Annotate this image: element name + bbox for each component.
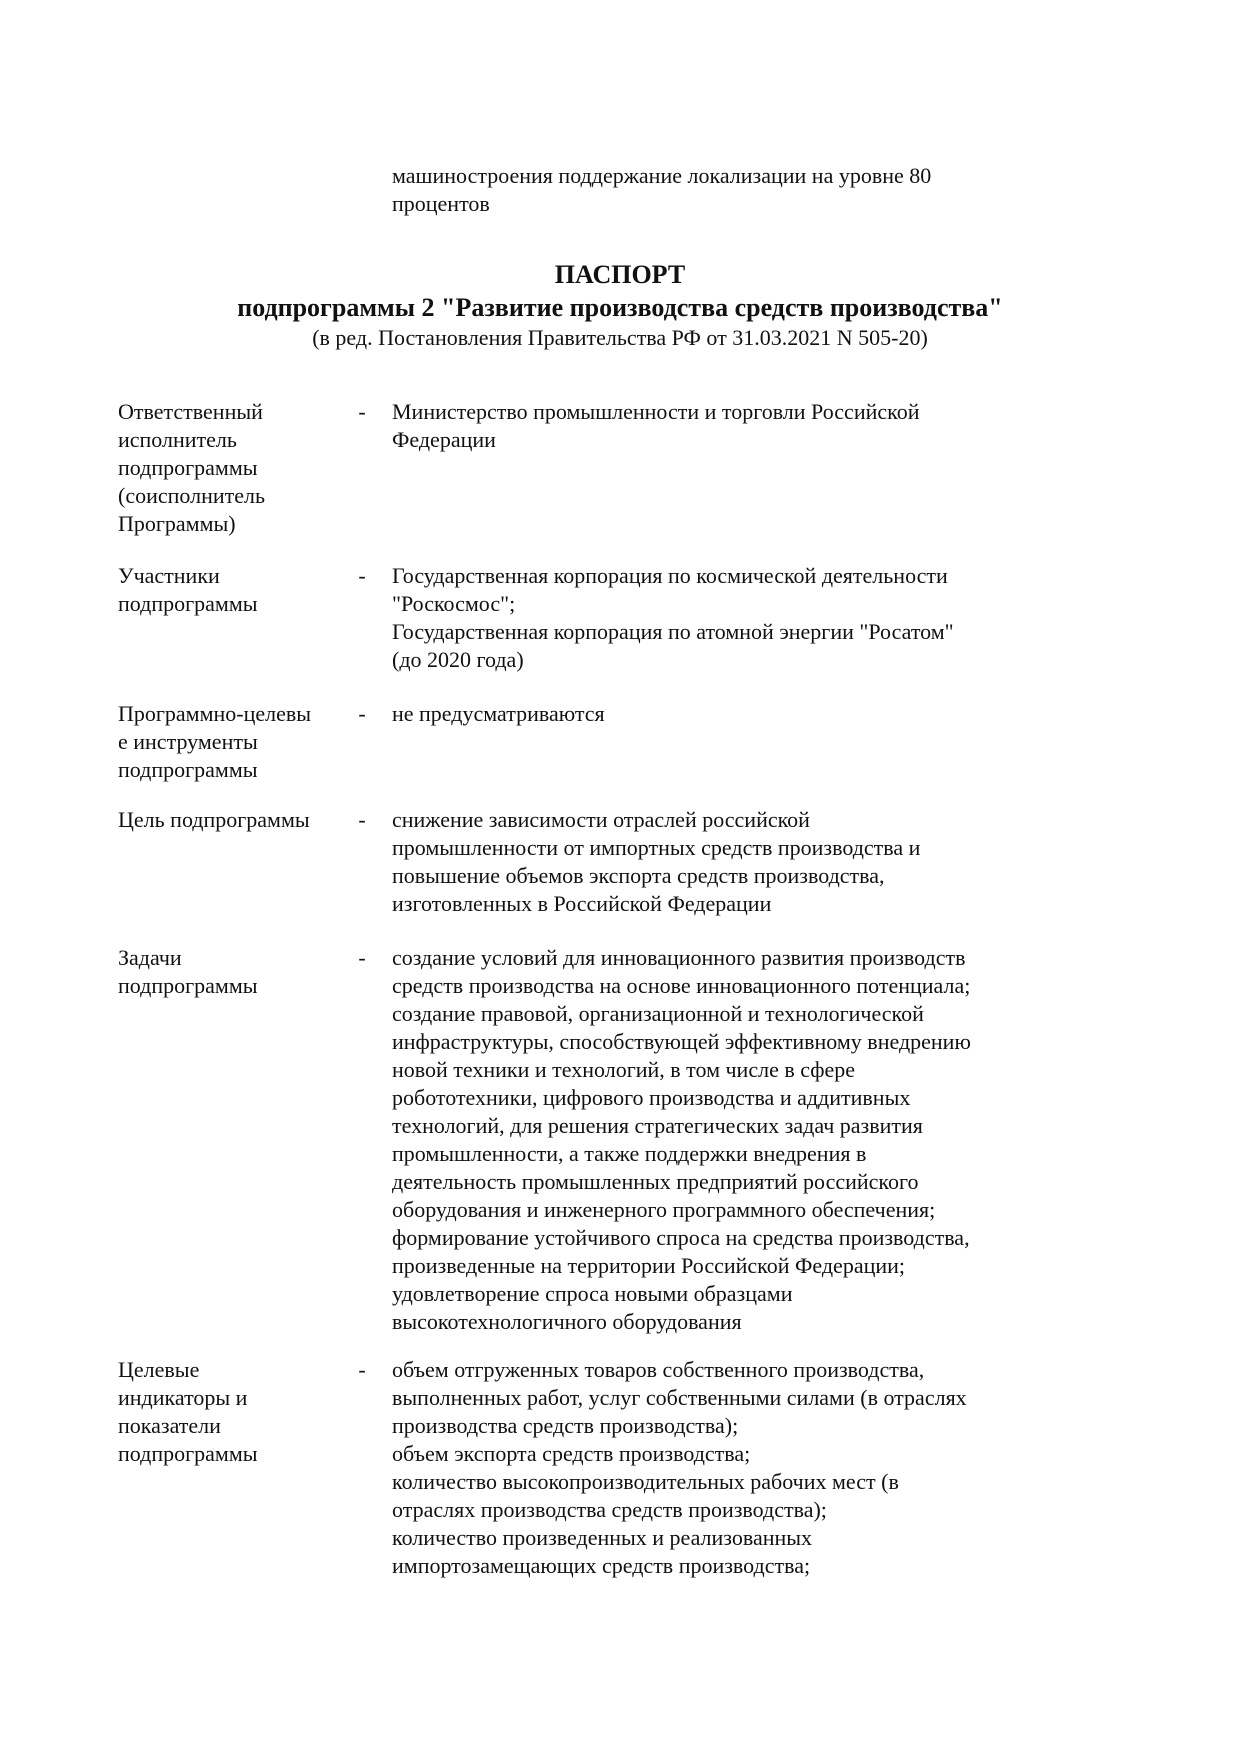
text-line: машиностроения поддержание локализации на уровне 80 — [392, 163, 932, 188]
row-value: создание условий для инновационного развития производств средств производства на основе инновационного потенциала; создание правовой, организационной и технологической инфраструктуры, способствующей эффективному внедрению новой техники и технологий, в том числе в сфере робототехники, цифрового производства и аддитивных технологий, для решения стратегических задач развития промышленности, а также поддержки внедрения в деятельность промышленных предприятий российского оборудования и инженерного программного обеспечения; формирование устойчивого спроса на средства производства, произведенные на территории Российской Федерации; удовлетворение спроса новыми образцами высокотехнологичного оборудования — [392, 945, 971, 1334]
page-title: ПАСПОРТ — [554, 260, 686, 289]
continuation-text — [392, 162, 1092, 218]
row-label: Задачи подпрограммы — [118, 945, 258, 998]
row-separator: - — [358, 701, 366, 726]
row-label: Ответственный исполнитель подпрограммы (соисполнитель Программы) — [118, 399, 266, 536]
row-separator: - — [358, 399, 366, 424]
row-value: не предусматриваются — [392, 701, 605, 726]
row-value: Государственная корпорация по космической деятельности "Роскосмос"; Государственная корпорация по атомной энергии "Росатом" (до 2020 года) — [392, 563, 954, 672]
row-value: снижение зависимости отраслей российской промышленности от импортных средств производства и повышение объемов экспорта средств производства, изготовленных в Российской Федерации — [392, 807, 921, 916]
edition-note: (в ред. Постановления Правительства РФ от 31.03.2021 N 505-20) — [312, 325, 928, 350]
row-label: Программно-целевы е инструменты подпрограммы — [118, 701, 312, 782]
row-separator: - — [358, 945, 366, 970]
row-label: Целевые индикаторы и показатели подпрограммы — [118, 1357, 258, 1466]
text-line: процентов — [392, 191, 490, 216]
row-separator: - — [358, 1357, 366, 1382]
row-separator: - — [358, 563, 366, 588]
row-value: Министерство промышленности и торговли Российской Федерации — [392, 399, 920, 452]
row-label: Цель подпрограммы — [118, 807, 310, 832]
page-subtitle: подпрограммы 2 "Развитие производства средств производства" — [237, 293, 1003, 322]
row-separator: - — [358, 807, 366, 832]
row-label: Участники подпрограммы — [118, 563, 258, 616]
row-value: объем отгруженных товаров собственного производства, выполненных работ, услуг собственными силами (в отраслях производства средств производства); объем экспорта средств производства; количество высокопроизводительных рабочих мест (в отраслях производства средств производства); количество произведенных и реализованных импортозамещающих средств производства; — [392, 1357, 967, 1578]
passport-heading — [0, 258, 1240, 352]
